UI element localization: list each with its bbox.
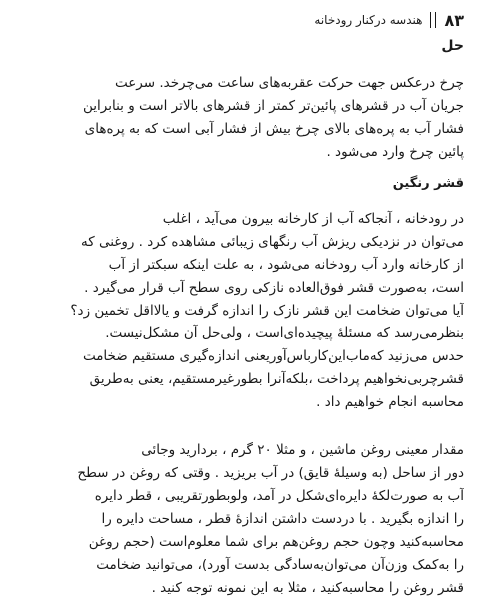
paragraph-procedure	[34, 439, 464, 600]
text-line: پائین چرخ وارد می‌شود .	[326, 144, 464, 160]
text-line: بنظرمی‌رسد که مسئلهٔ پیچیده‌ای‌است ، ولی‌حل آن مشکل‌نیست.	[105, 325, 464, 341]
running-head	[36, 8, 464, 32]
section-label-solution: حل	[441, 38, 464, 54]
text-line: قشر روغن را محاسبه‌کنید ، مثلا به این نمونه توجه کنید .	[151, 580, 464, 596]
text-line: دور از ساحل (به وسیلهٔ قایق) در آب بریزید . وقتی که روغن در سطح	[77, 465, 464, 481]
section-heading: قشر رنگین	[392, 176, 464, 191]
text-line: مقدار معینی روغن ماشین ، و مثلا ۲۰ گرم ، بردارید وجائی	[141, 442, 464, 458]
page-number: ۸۳	[444, 10, 464, 30]
text-line: فشار آب به پره‌های بالای چرخ بیش از فشار آبی است که به پره‌های	[84, 121, 464, 137]
text-line: محاسبه‌کنید وچون حجم روغن‌هم برای شما معلوم‌است (حجم روغن	[88, 534, 464, 550]
paragraph-method	[34, 322, 464, 414]
text-line: را به‌کمک وزن‌آن می‌توان‌به‌سادگی بدست آورد)، می‌توانید ضخامت	[96, 557, 464, 573]
header-separator	[430, 12, 436, 28]
text-line: آب به صورت‌لکهٔ دایره‌ای‌شکل در آمد، و‌لوبطور‌تقریبی ، قطر دایره	[94, 488, 464, 504]
text-line: می‌توان در نزدیکی ریزش آب رنگهای زیبائی مشاهده کرد . روغنی که	[80, 234, 464, 250]
text-line: چرخ درعکس جهت حرکت عقربه‌های ساعت می‌چرخد. سرعت	[114, 75, 464, 91]
text-line: قشرچربی‌نخواهیم پرداخت ،بلکه‌آنرا بطور‌غیر‌مستقیم، یعنی به‌طریق	[89, 371, 464, 387]
text-line: در رودخانه ، آنجاکه آب از کارخانه بیرون می‌آید ، اغلب	[162, 211, 464, 227]
text-line: حدس می‌زنید که‌ما‌ب‌این‌کار‌باس‌آور‌یعنی اندازه‌گیری مستقیم ضخامت	[82, 348, 464, 364]
text-line: است، به‌صورت قشر فوق‌العاده نازکی روی سطح آب قرار می‌گیرد .	[84, 280, 464, 296]
running-title: هندسه درکنار رودخانه	[314, 13, 423, 27]
text-line: جریان آب در قشرهای پائین‌تر کمتر از قشرهای بالاتر است و بنابراین	[82, 98, 464, 114]
text-line: محاسبه انجام خواهیم داد .	[316, 394, 464, 410]
text-line: از کارخانه وارد آب رودخانه می‌شود ، به علت اینکه سبکتر از آب	[108, 257, 464, 273]
text-line: را اندازه بگیرید . با دردست داشتن اندازهٔ قطر ، مساحت دایره را	[101, 511, 464, 527]
text-line: آیا می‌توان ضخامت این قشر نازک را اندازه گرفت و یالااقل تخمین زد؟	[70, 303, 464, 319]
paragraph-intro	[34, 208, 464, 323]
paragraph-solution	[34, 72, 464, 164]
